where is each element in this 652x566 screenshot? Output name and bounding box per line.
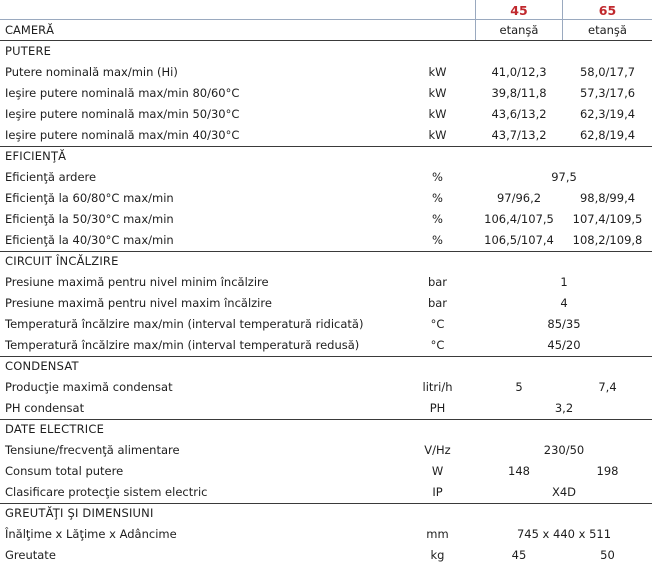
row-unit: kW [428,107,447,121]
value-shared: 97,5 [551,170,577,184]
row-label: Clasificare protecţie sistem electric [5,485,208,499]
model-45-header: 45 [510,3,528,18]
spec-row [0,167,652,188]
row-unit: kW [428,128,447,142]
row-label: PH condensat [5,401,85,415]
spec-row [0,104,652,125]
row-unit: °C [430,317,445,331]
value-65: 58,0/17,7 [579,65,636,79]
value-45: etanşă [499,23,539,37]
spec-row [0,83,652,104]
row-unit: litri/h [422,380,453,394]
value-45: 39,8/11,8 [491,86,547,100]
value-45: 106,4/107,5 [484,212,554,226]
row-label: Putere nominală max/min (Hi) [5,65,178,79]
section-title: GREUTĂŢI ŞI DIMENSIUNI [5,506,154,520]
spec-row [0,314,652,335]
spec-row [0,335,652,356]
row-label: Eficienţă la 60/80°C max/min [5,191,174,205]
spec-row [0,377,652,398]
section-title: CONDENSAT [5,359,79,373]
section-title-eficienta [0,146,652,167]
row-unit: IP [432,485,443,499]
row-unit: mm [426,527,449,541]
row-label: Ieşire putere nominală max/min 40/30°C [5,128,240,142]
row-unit: PH [429,401,446,415]
row-label: Greutate [5,548,56,562]
spec-row [0,293,652,314]
spec-row [0,524,652,545]
value-45: 97/96,2 [496,191,542,205]
value-65: 62,3/19,4 [579,107,636,121]
row-label: Temperatură încălzire max/min (interval temperatură ridicată) [5,317,364,331]
value-45: 45 [511,548,527,562]
row-label: Eficienţă la 50/30°C max/min [5,212,174,226]
value-65: 57,3/17,6 [579,86,636,100]
row-unit: bar [427,296,448,310]
row-unit: % [432,170,443,184]
value-shared: 85/35 [547,317,581,331]
value-65: 50 [600,548,615,562]
spec-row [0,62,652,83]
model-65-header: 65 [598,3,617,18]
value-65: 108,2/109,8 [572,233,643,247]
value-shared: 3,2 [554,401,574,415]
section-title-condensat [0,356,652,377]
spec-row [0,461,652,482]
spec-row [0,545,652,566]
spec-row [0,230,652,251]
section-title: PUTERE [5,44,52,58]
row-unit: V/Hz [424,443,451,457]
value-65: 98,8/99,4 [579,191,636,205]
value-shared: 1 [560,275,568,289]
row-label: Înălţime x Lăţime x Adâncime [5,527,177,541]
value-65: 62,8/19,4 [579,128,636,142]
spec-row [0,398,652,419]
value-45: 106,5/107,4 [484,233,554,247]
value-45: 148 [508,464,530,478]
section-title-putere [0,41,652,62]
section-title: CIRCUIT ÎNCĂLZIRE [5,254,119,268]
value-65: etanşă [588,23,627,37]
value-45: 43,7/13,2 [491,128,547,142]
value-shared: 230/50 [543,443,585,457]
spec-row [0,440,652,461]
value-45: 41,0/12,3 [491,65,547,79]
row-label: Producţie maximă condensat [5,380,173,394]
spec-row [0,188,652,209]
row-unit: °C [430,338,445,352]
value-shared: X4D [551,485,577,499]
value-65: 7,4 [598,380,617,394]
value-shared: 45/20 [547,338,581,352]
row-label: Eficienţă ardere [5,170,97,184]
row-label: Consum total putere [5,464,124,478]
value-45: 5 [515,380,523,394]
row-label: Eficienţă la 40/30°C max/min [5,233,174,247]
row-unit: bar [427,275,448,289]
value-65: 198 [596,464,619,478]
spec-row [0,272,652,293]
row-unit: W [431,464,444,478]
row-label: Ieşire putere nominală max/min 80/60°C [5,86,240,100]
row-unit: kg [430,548,445,562]
value-shared: 4 [560,296,568,310]
row-unit: kW [428,65,447,79]
row-unit: kW [428,86,447,100]
row-label: Ieşire putere nominală max/min 50/30°C [5,107,240,121]
spec-row [0,482,652,503]
row-unit: % [432,191,443,205]
camera-row [0,20,652,41]
row-unit: % [432,212,443,226]
row-unit: % [432,233,443,247]
value-shared: 745 x 440 x 511 [516,527,612,541]
value-45: 43,6/13,2 [491,107,547,121]
row-label: Presiune maximă pentru nivel maxim încălzire [5,296,272,310]
section-title: EFICIENŢĂ [5,149,67,163]
value-65: 107,4/109,5 [572,212,643,226]
section-title-electrice [0,419,652,440]
spec-row [0,125,652,146]
section-title-circuit [0,251,652,272]
row-label: Tensiune/frecvenţă alimentare [5,443,180,457]
section-title: DATE ELECTRICE [5,422,105,436]
model-header-row [0,0,652,21]
row-label: Presiune maximă pentru nivel minim încălzire [5,275,269,289]
section-title-greutati [0,503,652,524]
row-label: Temperatură încălzire max/min (interval temperatură redusă) [5,338,360,352]
spec-row [0,209,652,230]
row-label: CAMERĂ [5,23,54,37]
